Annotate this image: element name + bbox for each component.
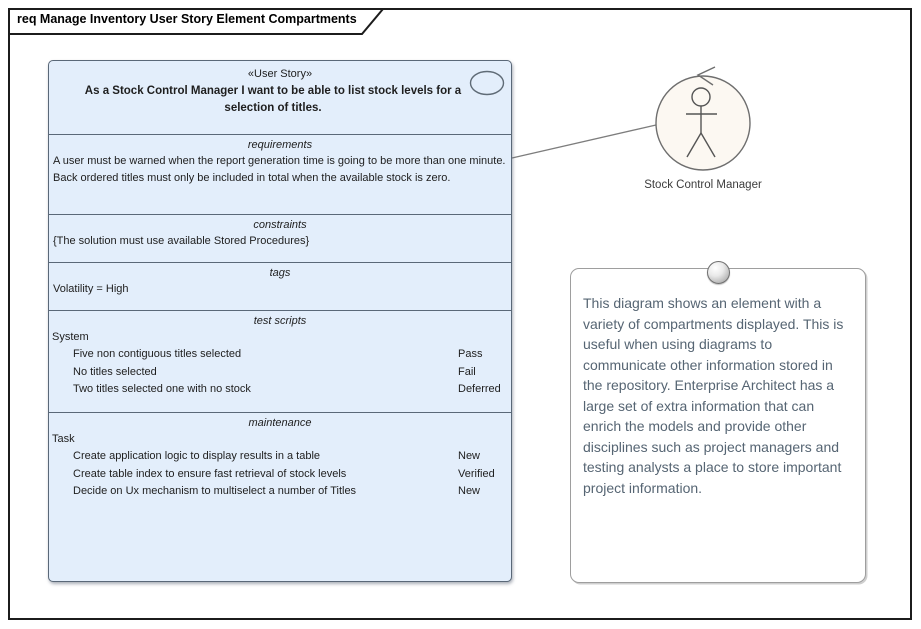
maintenance-name: Decide on Ux mechanism to multiselect a number of Titles xyxy=(73,485,357,497)
test-name: No titles selected xyxy=(73,365,157,378)
maintenance-row xyxy=(49,483,511,501)
actor-name: Stock Control Manager xyxy=(644,179,762,191)
stereotype-label: «User Story» xyxy=(247,68,313,80)
compartment-title: test scripts xyxy=(253,315,307,327)
user-story-element[interactable] xyxy=(48,60,512,582)
tags-compartment xyxy=(49,262,511,310)
user-story-header xyxy=(49,61,511,134)
requirement-item: A user must be warned when the report generation time is going to be more than one minute. xyxy=(53,155,506,167)
note-pin-icon xyxy=(707,261,730,284)
constraint-item: {The solution must use available Stored Procedures} xyxy=(53,235,310,247)
maintenance-name: Create table index to ensure fast retrieval of stock levels xyxy=(73,467,347,480)
requirements-compartment xyxy=(49,134,511,214)
note-element[interactable] xyxy=(570,268,866,583)
maintenance-status: New xyxy=(458,450,481,462)
test-group-label: System xyxy=(52,331,89,343)
maintenance-row xyxy=(49,448,511,466)
maintenance-compartment xyxy=(49,412,511,583)
note-text: This diagram shows an element with a variety of compartments displayed. This is useful when using diagrams to communicate other information stored in the repository. Enterprise Architect has a large set of extra information that can enrich the models and provide other disciplines such as project managers and testing analysts a place to store important project information. xyxy=(583,295,844,496)
frame-tab xyxy=(8,8,386,36)
tag-item: Volatility = High xyxy=(53,283,129,295)
test-status: Fail xyxy=(458,365,476,378)
maintenance-status: New xyxy=(458,485,481,497)
test-status: Pass xyxy=(458,348,483,360)
test-row xyxy=(49,381,511,399)
user-story-name: As a Stock Control Manager I want to be able to list stock levels for a selection of titles. xyxy=(84,85,462,114)
maintenance-status: Verified xyxy=(458,467,495,480)
compartment-title: requirements xyxy=(247,139,313,151)
compartment-title: maintenance xyxy=(248,417,312,429)
test-row xyxy=(49,364,511,382)
test-status: Deferred xyxy=(458,383,501,395)
actor-element[interactable] xyxy=(618,62,788,202)
compartment-title: constraints xyxy=(253,219,307,231)
actor-icon xyxy=(646,64,761,184)
test-row xyxy=(49,346,511,364)
maintenance-row xyxy=(49,466,511,484)
maintenance-group-label: Task xyxy=(52,433,75,445)
test-name: Two titles selected one with no stock xyxy=(73,383,251,395)
constraints-compartment xyxy=(49,214,511,262)
compartment-title: tags xyxy=(269,267,291,279)
use-case-oval-icon xyxy=(469,70,505,96)
frame-title: req Manage Inventory User Story Element Compartments xyxy=(17,12,357,26)
test-name: Five non contiguous titles selected xyxy=(73,348,242,360)
requirement-item: Back ordered titles must only be included in total when the available stock is zero. xyxy=(53,171,451,184)
maintenance-name: Create application logic to display results in a table xyxy=(73,450,321,462)
test-scripts-compartment xyxy=(49,310,511,412)
